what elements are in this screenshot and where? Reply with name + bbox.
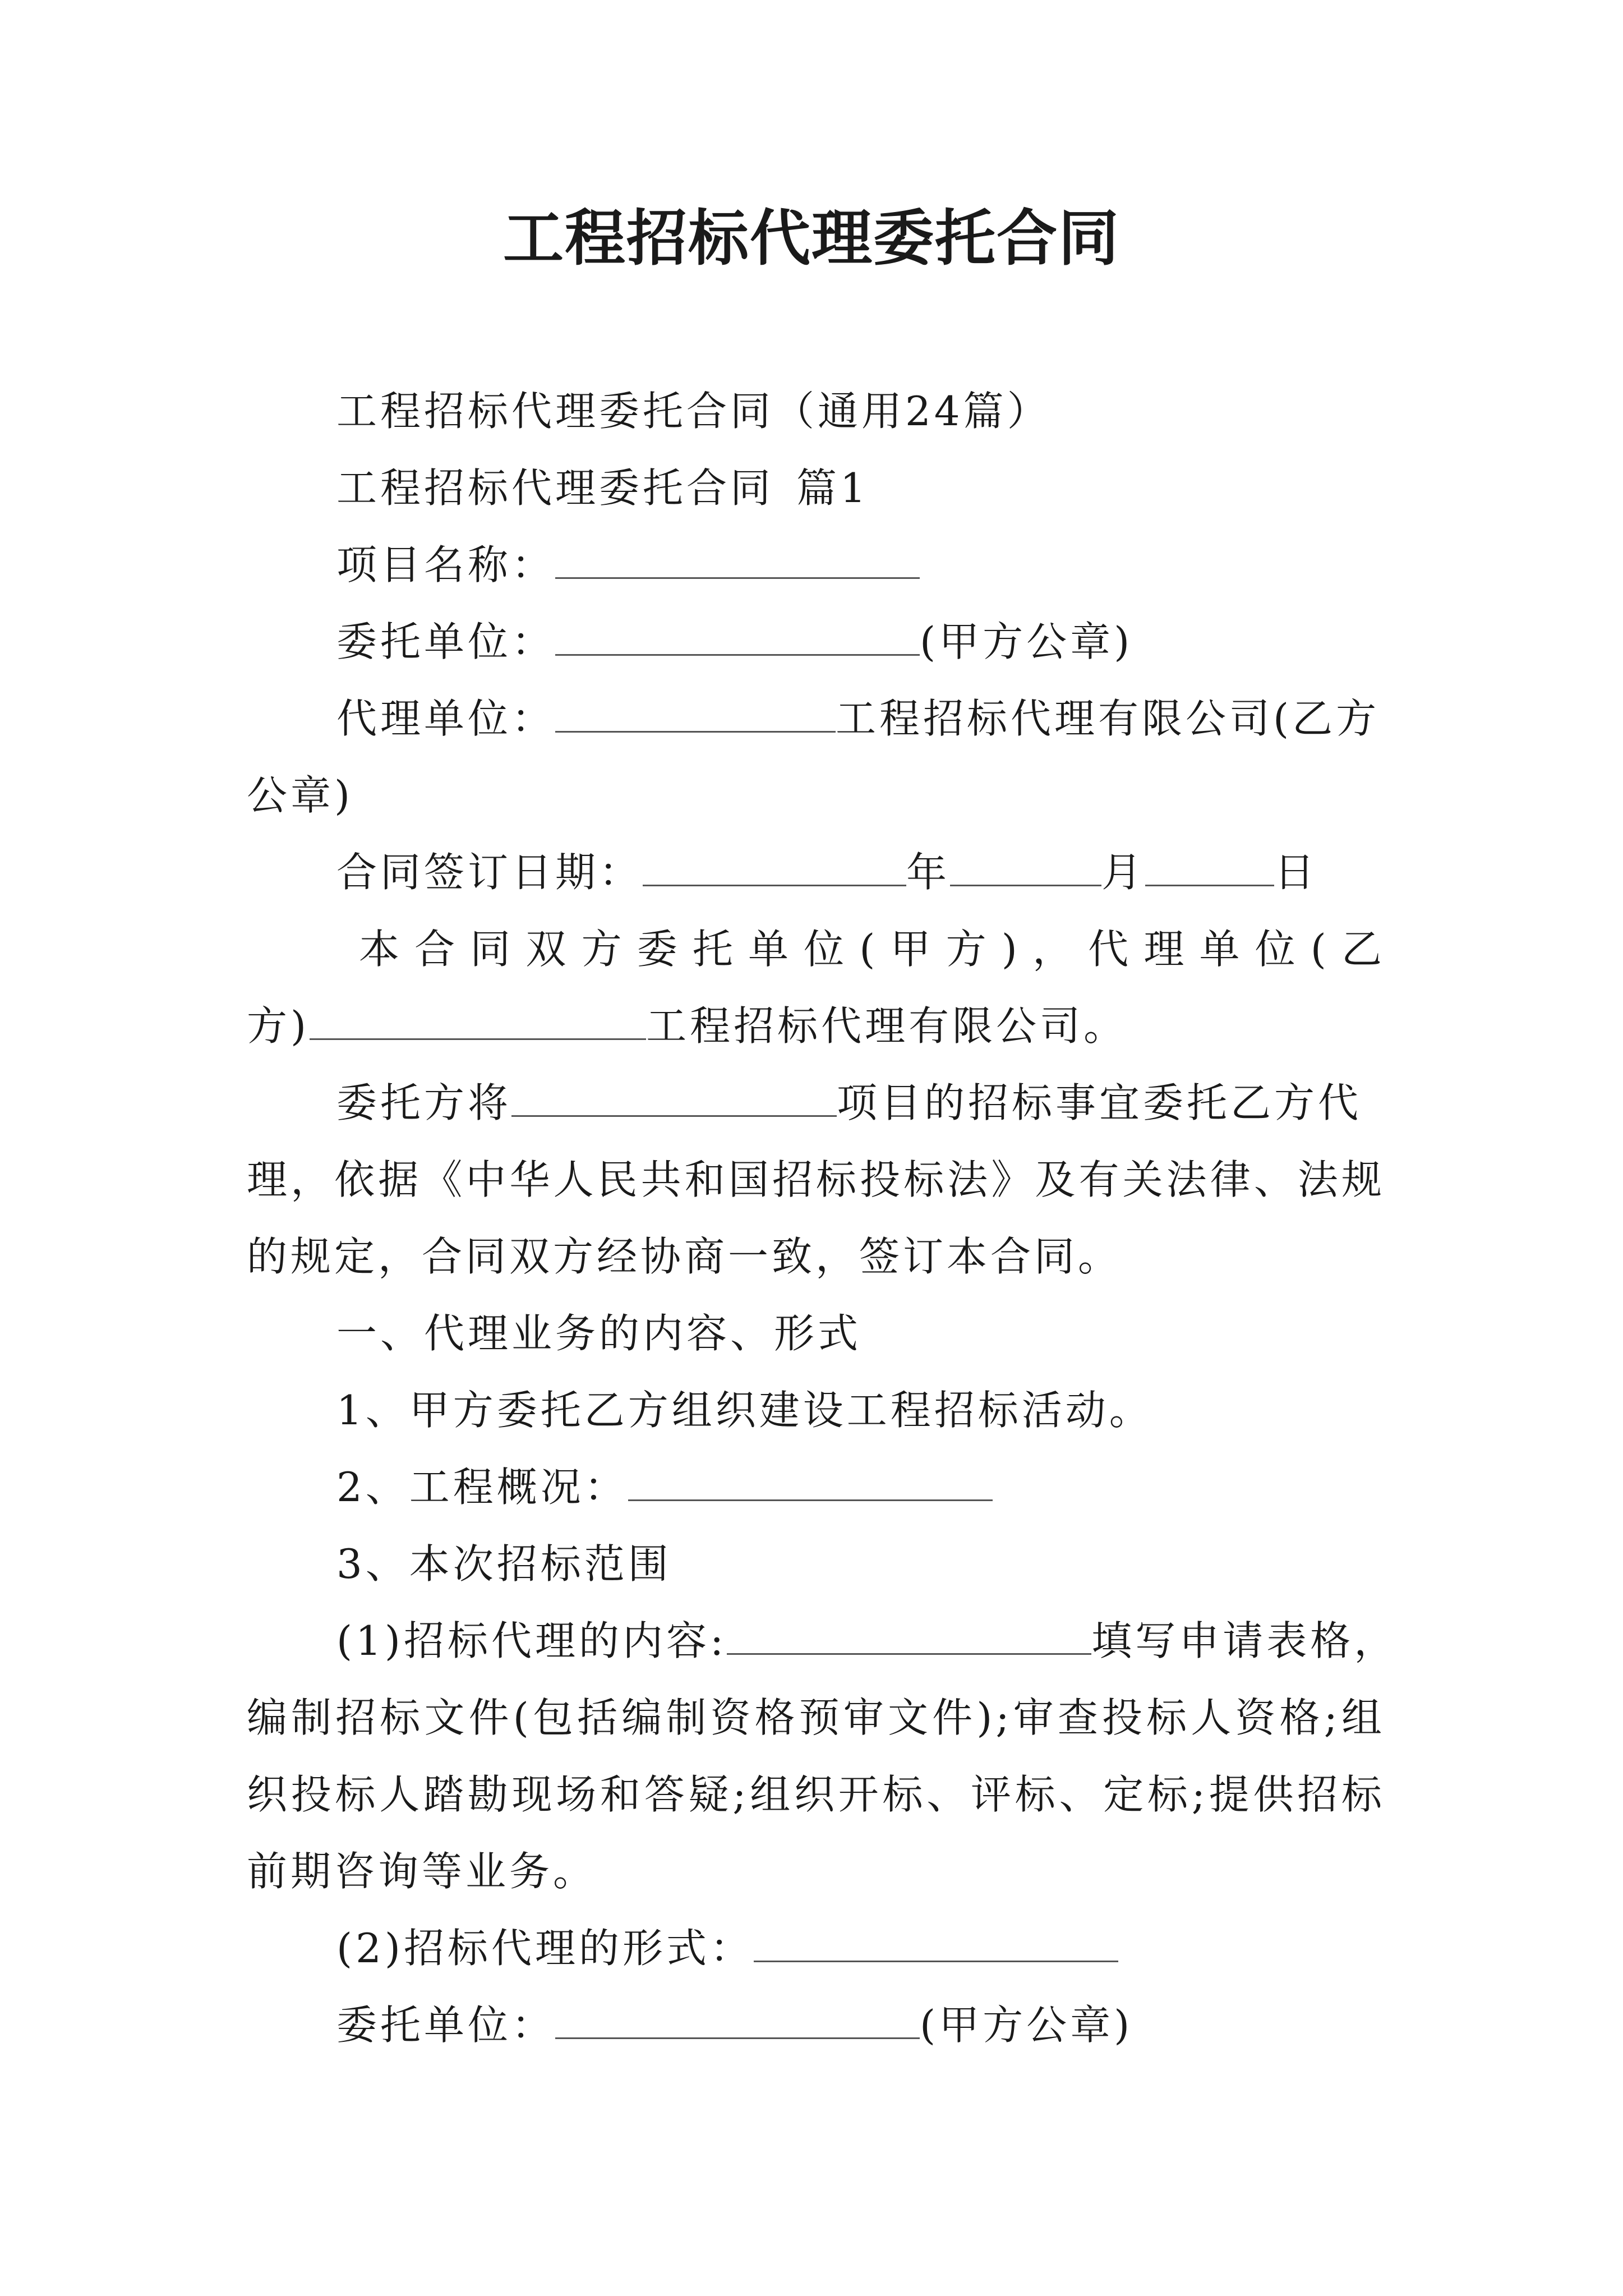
item3-1-text-post: 填写申请表格， [1091,1617,1398,1664]
agency-form-blank[interactable] [754,1921,1118,1962]
client-blank[interactable] [555,615,920,656]
agent-line [247,680,1385,757]
item3-1-line2 [247,1680,1385,1756]
project-overview-blank[interactable] [628,1460,993,1501]
client-line-2 [247,1987,1385,2064]
para1-text-b-post: 工程招标代理有限公司。 [646,1002,1128,1050]
agent-company-text: 工程招标代理有限公司(乙方 [836,695,1380,742]
client-line [247,604,1385,680]
section-number-text: 篇1 [796,464,869,512]
para2-line2 [247,1142,1385,1218]
para2-line1 [247,1065,1385,1142]
agent-label: 代理单位： [336,695,556,742]
item1-line [247,1372,1385,1449]
item3-1-text-d: 前期咨询等业务。 [247,1848,597,1895]
client-label-2: 委托单位： [336,2001,556,2049]
agency-content-blank[interactable] [727,1614,1091,1655]
section-heading-text: 工程招标代理委托合同 [336,464,774,512]
project-name-label: 项目名称： [336,541,556,588]
item3-1-text-pre: (1)招标代理的内容: [336,1617,727,1664]
para1-text-b-pre: 方) [247,1002,310,1050]
agent-company-text-cont: 公章) [247,772,354,819]
year-text: 年 [906,849,951,896]
para2-text-b: 理，依据《中华人民共和国招标投标法》及有关法律、法规 [247,1156,1385,1203]
day-blank[interactable] [1145,845,1274,886]
item3-1-line4 [247,1833,1385,1910]
day-text: 日 [1274,849,1318,896]
para2-text-c: 的规定，合同双方经协商一致，签订本合同。 [247,1233,1122,1280]
item2-text: 2、工程概况： [336,1464,628,1511]
section1-heading [247,1295,1385,1372]
para2-project-blank[interactable] [511,1076,837,1117]
para1-line1 [247,911,1385,988]
client-label: 委托单位： [336,618,556,665]
client-blank-2[interactable] [555,1998,920,2039]
section-heading-line [247,450,1385,527]
section1-heading-text: 一、代理业务的内容、形式 [336,1310,862,1357]
subtitle-line [247,373,1385,450]
item3-2-text: (2)招标代理的形式： [336,1925,754,1972]
item3-text: 3、本次招标范围 [336,1540,672,1588]
item3-1-text-b: 编制招标文件(包括编制资格预审文件);审查投标人资格;组 [247,1694,1385,1741]
item3-1-line1 [247,1603,1398,1680]
para2-line3 [247,1218,1385,1295]
para2-text-a-post: 项目的招标事宜委托乙方代 [837,1079,1362,1126]
project-name-blank[interactable] [555,538,920,579]
document-title: 工程招标代理委托合同 [502,203,1120,274]
para1-agent-blank[interactable] [310,999,646,1040]
document-body [247,373,1398,2064]
subtitle-text: 工程招标代理委托合同（通用24篇） [336,388,1051,435]
month-blank[interactable] [950,845,1101,886]
sign-date-line [247,834,1385,911]
project-name-line [247,527,1385,604]
agent-line-cont [247,757,1385,834]
item1-text: 1、甲方委托乙方组织建设工程招标活动。 [336,1387,1153,1434]
agent-blank[interactable] [555,692,836,733]
item3-2-line [247,1910,1385,1987]
para2-text-a-pre: 委托方将 [336,1079,512,1126]
para1-text-a: 本合同双方委托单位(甲方)，代理单位(乙 [359,926,1385,973]
sign-date-label: 合同签订日期： [336,849,643,896]
para1-line2 [247,988,1385,1065]
item3-line [247,1526,1385,1603]
item2-line [247,1449,1385,1526]
client-seal-text: (甲方公章) [920,618,1133,665]
item3-1-text-c: 织投标人踏勘现场和答疑;组织开标、评标、定标;提供招标 [247,1771,1385,1818]
year-blank[interactable] [643,845,906,886]
client-seal-text-2: (甲方公章) [920,2001,1133,2049]
month-text: 月 [1101,849,1146,896]
item3-1-line3 [247,1756,1385,1833]
